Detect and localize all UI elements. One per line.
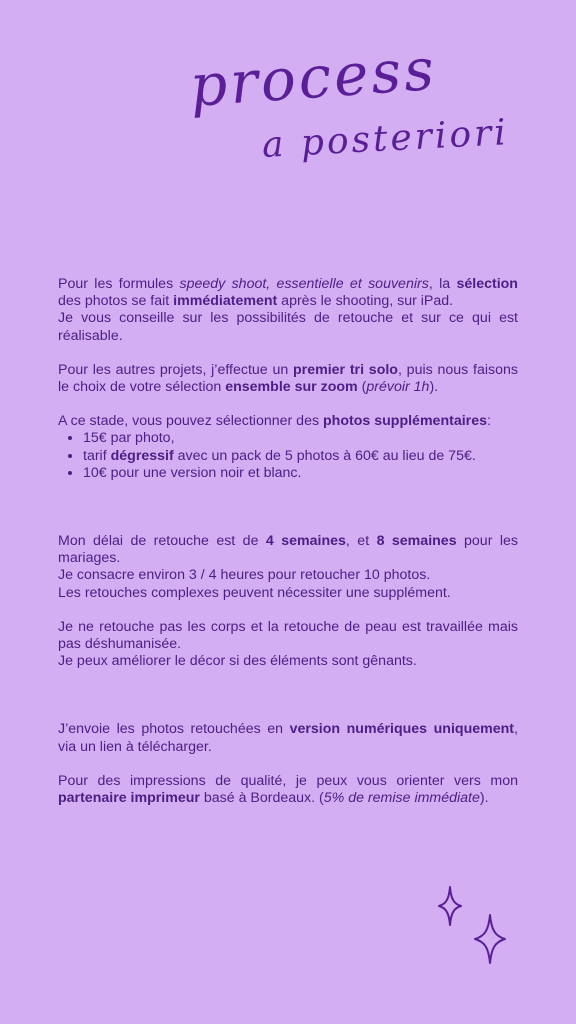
pricing-list (58, 430, 518, 482)
title-block (0, 0, 576, 220)
paragraph-other-projects: Pour les autres projets, j’effectue un premier tri solo, puis nous faisons le choix de votre sélection ensemble sur zoom (prévoir 1h). (58, 361, 518, 396)
paragraph-delay: Mon délai de retouche est de 4 semaines, et 8 semaines pour les mariages. (58, 533, 518, 567)
paragraph-decor: Je peux améliorer le décor si des éléments sont gênants. (58, 653, 417, 670)
paragraph-complex: Les retouches complexes peuvent nécessiter une supplément. (58, 584, 451, 601)
paragraph-extra-photos: A ce stade, vous pouvez sélectionner des photos supplémentaires: (58, 413, 491, 430)
paragraph-selection: Pour les formules speedy shoot, essentielle et souvenirs, la sélection des photos se fait immédiatement après le shooting, sur iPad. (58, 276, 518, 310)
paragraph-delivery: J’envoie les photos retouchées en version numériques uniquement, via un lien à télécharger. (58, 721, 518, 755)
paragraph-hours: Je consacre environ 3 / 4 heures pour retoucher 10 photos. (58, 567, 431, 584)
paragraph-skin: Je ne retouche pas les corps et la retouche de peau est travaillée mais pas déshumanisée. (58, 618, 518, 653)
list-item: • 10€ pour une version noir et blanc. (83, 465, 518, 482)
list-item: • tarif dégressif avec un pack de 5 photos à 60€ au lieu de 75€. (83, 448, 518, 465)
sparkles-icon (430, 885, 520, 975)
paragraph-advice: Je vous conseille sur les possibilités de retouche et sur ce qui est réalisable. (58, 310, 518, 344)
page-title: process (187, 34, 439, 120)
list-item: • 15€ par photo, (83, 430, 518, 447)
paragraph-printing: Pour des impressions de qualité, je peux vous orienter vers mon partenaire imprimeur basé à Bordeaux. (5% de remise immédiate). (58, 772, 518, 807)
content-body (58, 276, 518, 807)
page-subtitle: a posteriori (260, 112, 510, 166)
